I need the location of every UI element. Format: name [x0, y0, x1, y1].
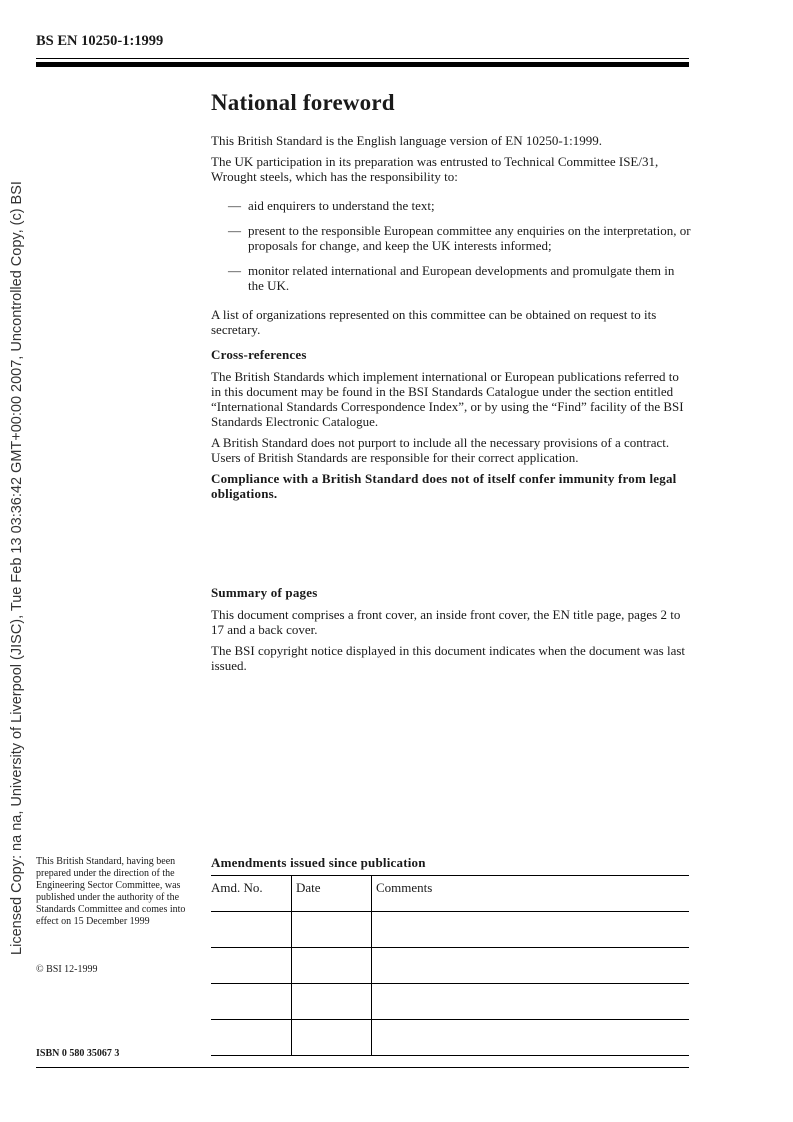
isbn: ISBN 0 580 35067 3: [36, 1048, 120, 1059]
table-row: [211, 984, 689, 1020]
amendments-title: Amendments issued since publication: [211, 855, 426, 870]
list-item: — aid enquirers to understand the text;: [228, 198, 435, 213]
paragraph: A list of organizations represented on this committee can be obtained on request to its secretary.: [211, 307, 657, 337]
paragraph: This British Standard is the English language version of EN 10250-1:1999.: [211, 133, 603, 148]
publication-note: This British Standard, having been prepared under the direction of the Engineering Sector Committee, was published under the authority of the Standards Committee and comes into effect on 15 December 1999: [36, 856, 186, 927]
column-header-comments: Comments: [372, 876, 690, 912]
table-row: [211, 948, 689, 984]
responsibility-list: [228, 198, 691, 293]
paragraph: The British Standards which implement international or European publications referred to in this document may be found in the BSI Standards Catalogue under the section entitled “International Standards Correspondence Index”, or by using the “Find” facility of the BSI Standards Electronic Catalogue.: [211, 369, 684, 429]
foreword-body: [211, 90, 691, 679]
license-watermark: Licensed Copy: na na, University of Liverpool (JISC), Tue Feb 13 03:36:42 GMT+00:00 2007, Uncontrolled Copy, (c) BSI: [9, 181, 25, 955]
header-rule-thick: [36, 62, 689, 67]
list-item: — monitor related international and European developments and promulgate them in the UK.: [228, 263, 675, 293]
compliance-statement: Compliance with a British Standard does not of itself confer immunity from legal obligations.: [211, 471, 677, 501]
dash-bullet: —: [228, 198, 241, 213]
section-heading: Summary of pages: [211, 585, 318, 600]
paragraph: The UK participation in its preparation was entrusted to Technical Committee ISE/31, Wrought steels, which has the responsibility to:: [211, 154, 659, 184]
dash-bullet: —: [228, 223, 241, 238]
copyright-notice: © BSI 12-1999: [36, 964, 98, 975]
paragraph: The BSI copyright notice displayed in this document indicates when the document was last issued.: [211, 643, 686, 673]
paragraph: A British Standard does not purport to include all the necessary provisions of a contract. Users of British Standards are responsible for their correct application.: [211, 435, 670, 465]
column-header-date: Date: [292, 876, 372, 912]
paragraph: This document comprises a front cover, an inside front cover, the EN title page, pages 2 to 17 and a back cover.: [211, 607, 681, 637]
header-rule-thin: [36, 58, 689, 59]
amendments-table: [211, 875, 689, 1056]
table-header-row: [211, 876, 689, 912]
column-header-amd-no: Amd. No.: [211, 876, 292, 912]
dash-bullet: —: [228, 263, 241, 278]
table-row: [211, 1020, 689, 1056]
page-title: National foreword: [211, 90, 395, 115]
table-row: [211, 912, 689, 948]
list-item: — present to the responsible European committee any enquiries on the interpretation, or proposals for change, and keep the UK interests informed;: [228, 223, 691, 253]
section-heading: Cross-references: [211, 347, 307, 362]
footer-rule: [36, 1067, 689, 1068]
document-number: BS EN 10250-1:1999: [36, 33, 164, 49]
